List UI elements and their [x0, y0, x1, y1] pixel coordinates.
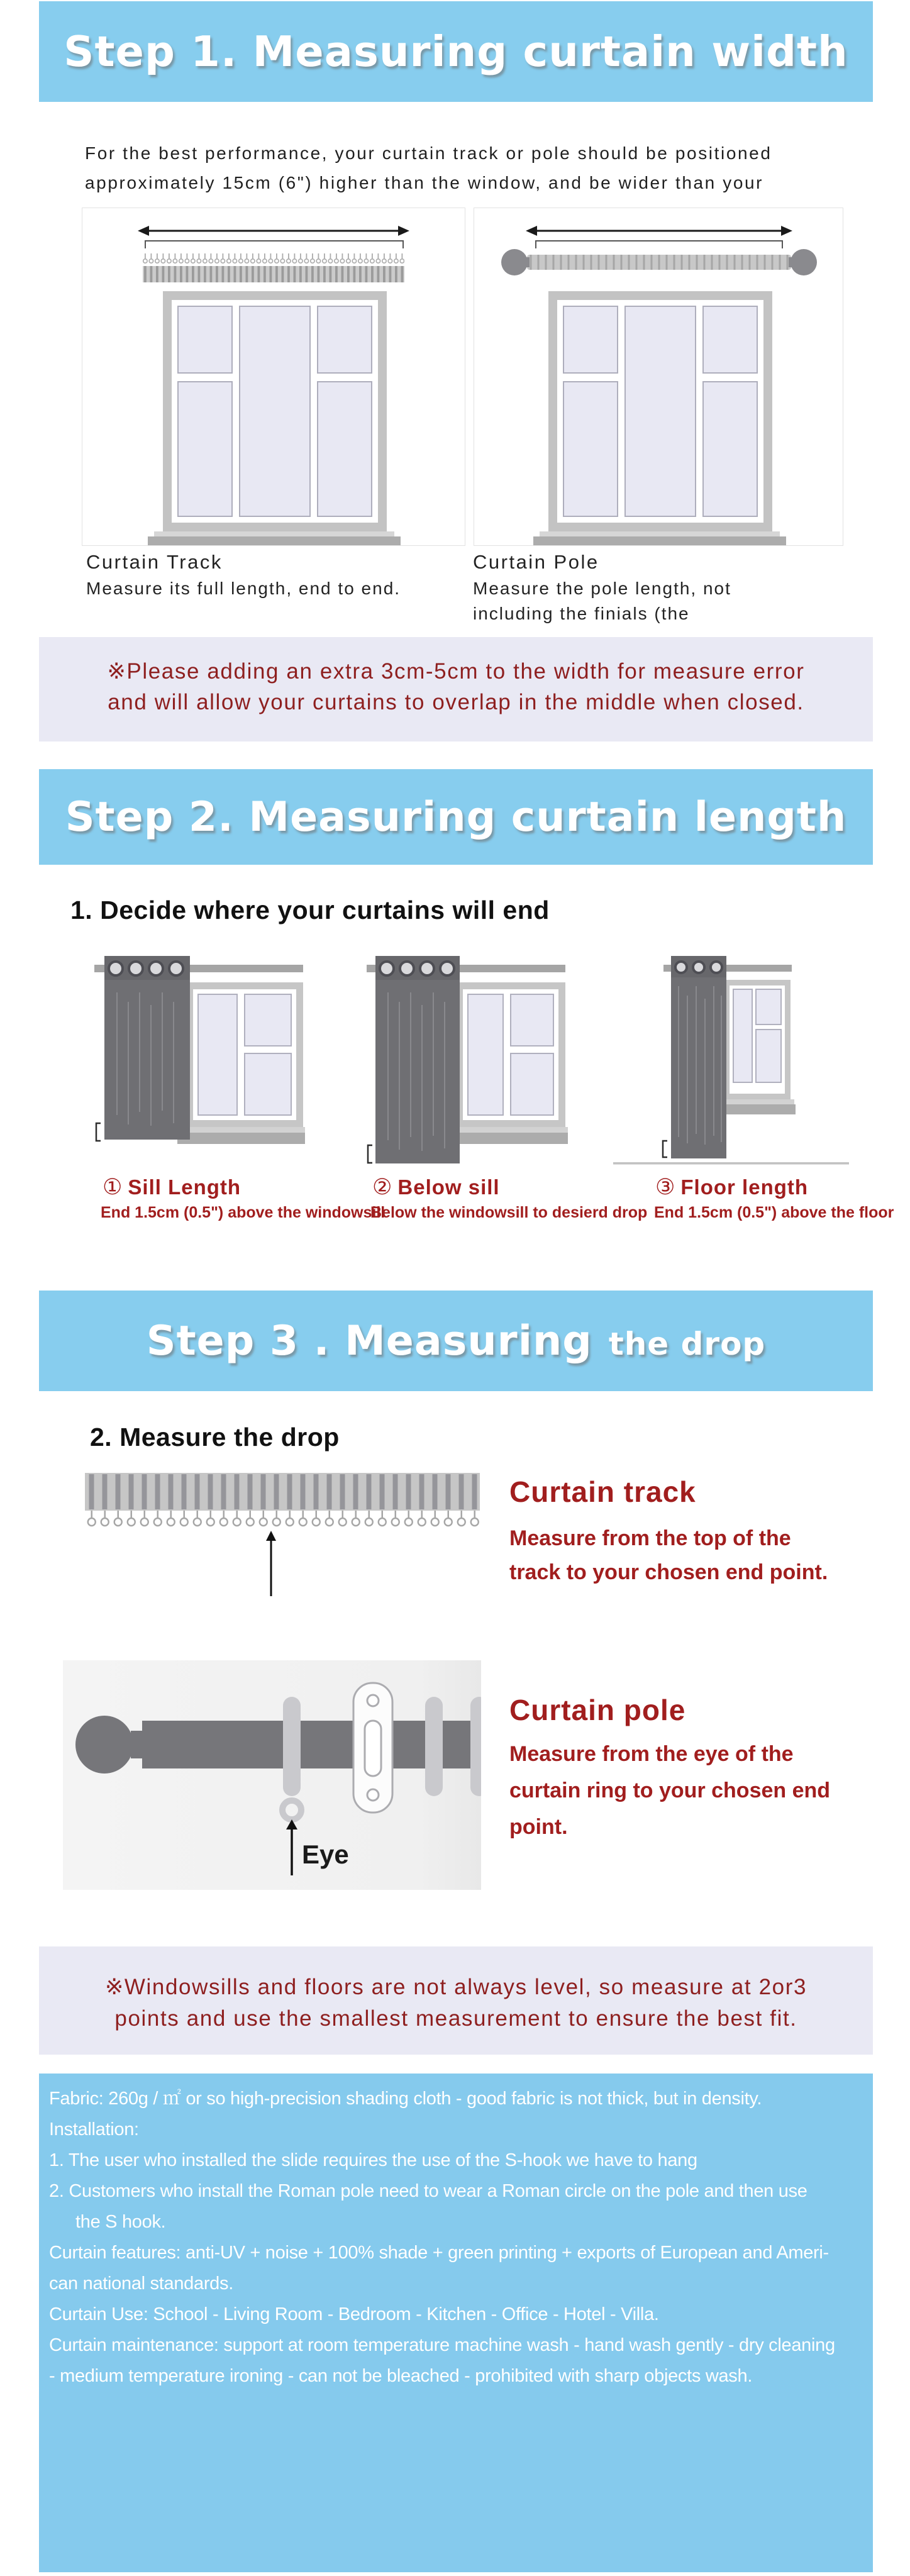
- closeup-panel-background: [63, 1660, 481, 1890]
- pole-bracket: [353, 1683, 392, 1813]
- width-measure-arrow-icon: [138, 226, 409, 248]
- curtain-track-caption-desc: Measure its full length, end to end.: [86, 579, 401, 598]
- pole-finial-icon: [791, 249, 817, 275]
- curtain-ring: [283, 1697, 301, 1796]
- below-sill-illustration: [367, 955, 568, 1172]
- grommet-icon: [420, 962, 434, 975]
- option-title-text: Sill Length: [128, 1175, 241, 1199]
- detail-use: Curtain Use: School - Living Room - Bedroom - Kitchen - Office - Hotel - Villa.: [49, 2304, 659, 2324]
- step2-banner: [39, 769, 873, 865]
- level-note-line1: ※Windowsills and floors are not always level, so measure at 2or3: [104, 1975, 807, 1999]
- detail-maintenance-cont: - medium temperature ironing - can not be bleached - prohibited with sharp objects wash.: [49, 2366, 753, 2386]
- window-frame: [724, 980, 791, 1099]
- curtain-pole-caption-desc2: including the finials (the: [473, 604, 690, 623]
- eye-label: Eye: [302, 1840, 349, 1869]
- curtain-pole-caption-desc1: Measure the pole length, not: [473, 579, 731, 598]
- curtain-pole-window-illustration: [474, 208, 843, 545]
- curtain-track-caption-title: Curtain Track: [86, 551, 223, 573]
- curtain-panel: [104, 956, 190, 1140]
- option-sill-length-desc: End 1.5cm (0.5") above the windowsill: [101, 1204, 386, 1221]
- option-title-text: Below sill: [397, 1175, 500, 1199]
- option-floor-length-desc: End 1.5cm (0.5") above the floor: [654, 1204, 894, 1221]
- product-details-section: [39, 2074, 873, 2572]
- option-sill-length-title: [103, 1175, 241, 1200]
- step1-intro-paragraph: [85, 138, 772, 197]
- curtain-ring: [470, 1697, 481, 1796]
- step2-banner-title: Step 2. Measuring curtain length: [65, 793, 847, 841]
- pole-closeup-desc3: point.: [509, 1815, 568, 1839]
- step3-heading: 2. Measure the drop: [90, 1423, 340, 1452]
- detail-maintenance: Curtain maintenance: support at room temperature machine wash - hand wash gently - dry cleaning: [49, 2335, 835, 2355]
- step3-banner-main: Step 3 . Measuring: [146, 1317, 592, 1365]
- grommet-icon: [169, 962, 183, 975]
- step1-banner-title: Step 1. Measuring curtain width: [64, 27, 848, 76]
- curtain-pole-caption-title: Curtain Pole: [473, 551, 599, 573]
- up-arrow-icon: [266, 1531, 276, 1596]
- window-sill: [177, 1127, 305, 1144]
- curtain-pole-closeup-illustration: [63, 1660, 481, 1890]
- floor-line: [613, 1162, 849, 1165]
- option-number: ②: [372, 1175, 393, 1199]
- option-number: ③: [655, 1175, 676, 1199]
- window-sill: [533, 531, 786, 545]
- track-strip-with-gliders: [85, 1473, 480, 1533]
- curtain-track-strip: [143, 253, 404, 282]
- grommet-icon: [711, 962, 722, 973]
- width-note-line1: ※Please adding an extra 3cm-5cm to the width for measure error: [107, 659, 805, 684]
- step3-banner-title: [147, 1318, 765, 1365]
- curtain-panel: [375, 956, 460, 1163]
- step1-intro-line2: approximately 15cm (6") higher than the window, and be wider than your: [85, 173, 764, 192]
- window-frame: [163, 291, 387, 531]
- detail-installation-2: 2. Customers who install the Roman pole need to wear a Roman circle on the pole and then use: [49, 2181, 807, 2201]
- floor-length-illustration: [613, 955, 849, 1169]
- curtain-pole-rod: [501, 249, 817, 275]
- curtain-track-window-illustration: [82, 208, 465, 545]
- grommet-icon: [129, 962, 143, 975]
- measure-end-bracket-icon: [663, 1141, 667, 1157]
- track-closeup-title: Curtain track: [509, 1475, 696, 1508]
- step2-heading: 1. Decide where your curtains will end: [70, 896, 550, 924]
- level-note-line2: points and use the smallest measurement to ensure the best fit.: [114, 2006, 797, 2031]
- curtain-track-diagram-box: [82, 208, 465, 546]
- detail-features: Curtain features: anti-UV + noise + 100% shade + green printing + exports of European and Ameri-: [49, 2243, 829, 2263]
- width-note-line2: and will allow your curtains to overlap in the middle when closed.: [108, 690, 804, 714]
- pole-closeup-desc2: curtain ring to your chosen end: [509, 1779, 831, 1802]
- measure-end-bracket-icon: [96, 1123, 101, 1141]
- option-below-sill-desc: Below the windowsill to desierd drop: [370, 1204, 648, 1221]
- pole-finial-icon: [75, 1716, 133, 1774]
- grommet-icon: [400, 962, 414, 975]
- step1-intro-line1: For the best performance, your curtain track or pole should be positioned: [85, 143, 772, 163]
- level-measure-note: [39, 1946, 873, 2055]
- detail-installation-1: 1. The user who installed the slide requires the use of the S-hook we have to hang: [49, 2150, 697, 2170]
- detail-features-cont: can national standards.: [49, 2273, 233, 2294]
- detail-installation-label: Installation:: [49, 2119, 139, 2140]
- step3-banner-sub: the drop: [608, 1325, 766, 1362]
- curtain-pole-diagram-box: [474, 208, 843, 546]
- width-measure-arrow-icon: [526, 226, 792, 248]
- grommet-icon: [440, 962, 454, 975]
- step3-banner: [39, 1291, 873, 1391]
- window-sill: [716, 1099, 796, 1114]
- track-closeup-desc1: Measure from the top of the: [509, 1526, 791, 1550]
- pole-closeup-title: Curtain pole: [509, 1694, 686, 1726]
- grommet-icon: [693, 962, 704, 973]
- detail-fabric: Fabric: 260g / ㎡ or so high-precision shading cloth - good fabric is not thick, but in density.: [49, 2089, 762, 2109]
- window-sill: [148, 531, 401, 545]
- option-floor-length-title: [655, 1175, 808, 1200]
- grommet-icon: [675, 962, 687, 973]
- pole-closeup-desc1: Measure from the eye of the: [509, 1742, 794, 1766]
- measure-end-bracket-icon: [368, 1145, 372, 1163]
- grommet-icon: [149, 962, 163, 975]
- window-frame: [456, 982, 565, 1127]
- window-frame: [548, 291, 772, 531]
- grommet-icon: [109, 962, 123, 975]
- pole-finial-icon: [501, 249, 528, 275]
- curtain-ring: [425, 1697, 443, 1796]
- window-sill: [447, 1127, 568, 1144]
- step1-banner: [39, 1, 873, 102]
- option-below-sill-title: [372, 1175, 500, 1200]
- detail-installation-2-cont: the S hook.: [75, 2212, 166, 2232]
- grommet-icon: [380, 962, 394, 975]
- option-title-text: Floor length: [680, 1175, 809, 1199]
- curtain-panel: [671, 956, 726, 1158]
- curtain-track-closeup-illustration: [85, 1473, 481, 1599]
- window-frame: [186, 982, 303, 1127]
- width-measure-note: [39, 637, 873, 741]
- track-closeup-desc2: track to your chosen end point.: [509, 1560, 828, 1584]
- sill-length-illustration: [94, 955, 305, 1156]
- option-number: ①: [103, 1175, 123, 1199]
